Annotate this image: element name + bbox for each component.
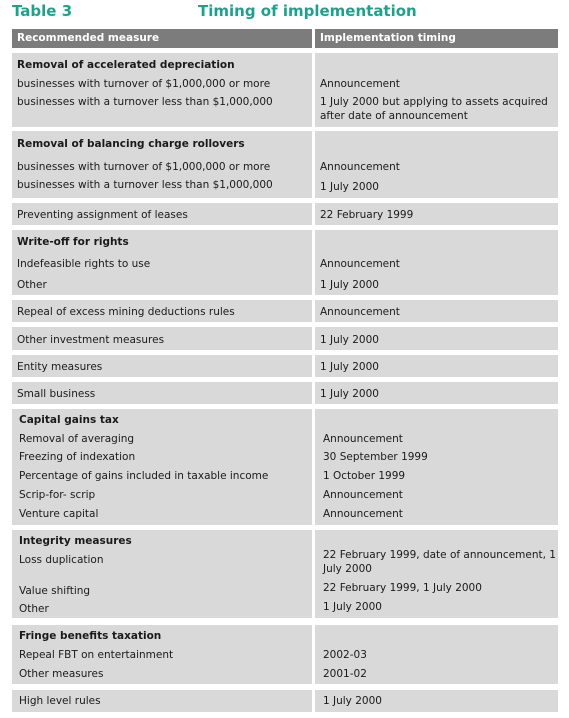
table-title: [12, 2, 562, 24]
measure-text: Indefeasible rights to use: [17, 258, 151, 270]
timing-text: 22 February 1999, date of announcement, 1 July 2000: [323, 549, 556, 575]
header-label-timing: Implementation timing: [320, 32, 456, 44]
measure-text: businesses with turnover of $1,000,000 or more: [17, 78, 271, 90]
timing-text: 1 July 2000: [320, 181, 379, 193]
timing-text: Announcement: [320, 78, 400, 90]
timing-text: 1 October 1999: [323, 470, 406, 482]
measure-text: High level rules: [19, 695, 101, 707]
timing-text: 1 July 2000: [323, 601, 382, 613]
group-heading: Write-off for rights: [17, 236, 129, 248]
timing-text: 22 February 1999, 1 July 2000: [323, 582, 482, 594]
timing-text: 2001-02: [323, 668, 367, 680]
table-group: [12, 690, 558, 712]
measure-text: Other: [17, 279, 47, 291]
table-number: Table 3: [12, 2, 73, 20]
measure-text: Venture capital: [19, 508, 99, 520]
measure-text: Loss duplication: [19, 554, 104, 566]
timing-text: 1 July 2000: [320, 388, 379, 400]
table-group: [12, 131, 558, 198]
table-group: [12, 203, 558, 225]
measure-text: Repeal of excess mining deductions rules: [17, 306, 235, 318]
group-heading: Fringe benefits taxation: [19, 630, 162, 642]
table-group: [12, 625, 558, 684]
measure-text: Freezing of indexation: [19, 451, 136, 463]
measure-text: Repeal FBT on entertainment: [19, 649, 174, 661]
measure-text: Preventing assignment of leases: [17, 209, 188, 221]
table-caption: Timing of implementation: [198, 2, 417, 20]
measure-text: Scrip-for- scrip: [19, 489, 96, 501]
measure-text: businesses with turnover of $1,000,000 or more: [17, 161, 271, 173]
timing-text: Announcement: [320, 161, 400, 173]
table-group: [12, 409, 558, 525]
measure-text: Other investment measures: [17, 334, 165, 346]
group-heading: Removal of accelerated depreciation: [17, 59, 235, 71]
header-cell-timing: [315, 29, 558, 48]
header-label-measure: Recommended measure: [17, 32, 160, 44]
timing-text: Announcement: [320, 306, 400, 318]
measure-text: Small business: [17, 388, 96, 400]
timing-text: 1 July 2000: [320, 334, 379, 346]
header-cell-measure: [12, 29, 312, 48]
table-group: [12, 53, 558, 127]
group-heading: Removal of balancing charge rollovers: [17, 138, 245, 150]
timing-text: 1 July 2000: [320, 361, 379, 373]
measure-text: Removal of averaging: [19, 433, 135, 445]
measure-text: Other measures: [19, 668, 104, 680]
table-group: [12, 327, 558, 350]
timing-text: 30 September 1999: [323, 451, 428, 463]
timing-text: 22 February 1999: [320, 209, 414, 221]
table-group: [12, 230, 558, 295]
table-group: [12, 355, 558, 377]
measure-text: businesses with a turnover less than $1,000,000: [17, 179, 273, 191]
timing-text: 1 July 2000 but applying to assets acquired after date of announcement: [320, 96, 548, 122]
measure-text: Value shifting: [19, 585, 91, 597]
group-heading: Integrity measures: [19, 535, 132, 547]
table-group: [12, 382, 558, 404]
group-heading: Capital gains tax: [19, 414, 119, 426]
timing-text: Announcement: [323, 508, 403, 520]
timing-text: Announcement: [320, 258, 400, 270]
measure-text: Entity measures: [17, 361, 103, 373]
timing-text: 1 July 2000: [320, 279, 379, 291]
timing-text: Announcement: [323, 489, 403, 501]
timing-text: Announcement: [323, 433, 403, 445]
table-group: [12, 530, 558, 618]
measure-text: Other: [19, 603, 49, 615]
table-group: [12, 300, 558, 322]
measure-text: businesses with a turnover less than $1,000,000: [17, 96, 273, 108]
timing-text: 1 July 2000: [323, 695, 382, 707]
table-header: [12, 29, 558, 48]
timing-text: 2002-03: [323, 649, 367, 661]
measure-text: Percentage of gains included in taxable income: [19, 470, 269, 482]
